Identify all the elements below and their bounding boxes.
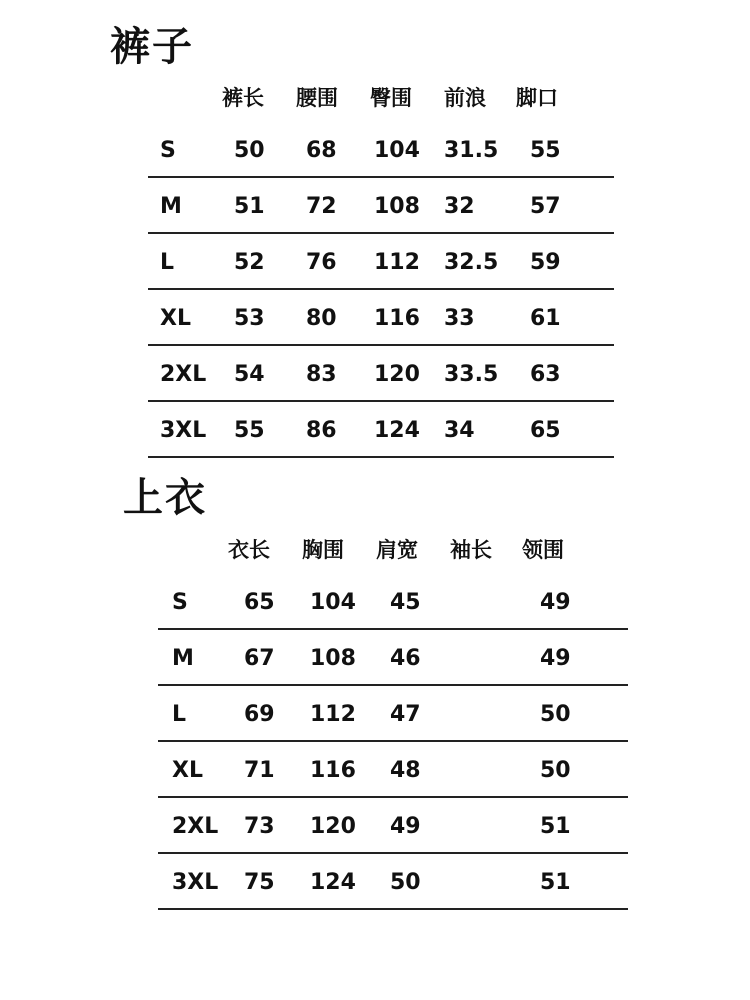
tops-size-label: M [172,646,194,671]
pants-value-cell: 83 [306,362,337,387]
pants-value-cell: 72 [306,194,337,219]
tops-size-label: 3XL [172,870,219,895]
pants-size-label: XL [160,306,191,331]
pants-value-cell: 57 [530,194,561,219]
pants-value-cell: 32 [444,194,475,219]
tops-value-cell: 116 [310,758,356,783]
pants-row-xl [148,290,614,346]
tops-header-shoulder: 肩宽 [376,538,418,562]
pants-value-cell: 33 [444,306,475,331]
pants-value-cell: 63 [530,362,561,387]
pants-value-cell: 54 [234,362,265,387]
pants-value-cell: 53 [234,306,265,331]
tops-value-cell: 50 [540,702,571,727]
pants-section-title: 裤子 [110,24,194,70]
tops-value-cell: 49 [540,590,571,615]
pants-value-cell: 112 [374,250,420,275]
tops-value-cell: 108 [310,646,356,671]
pants-value-cell: 65 [530,418,561,443]
pants-size-label: 3XL [160,418,207,443]
pants-value-cell: 51 [234,194,265,219]
pants-row-divider [148,456,614,458]
tops-value-cell: 48 [390,758,421,783]
tops-value-cell: 73 [244,814,275,839]
tops-row-divider [158,908,628,910]
tops-header-chest: 胸围 [302,538,344,562]
tops-value-cell: 65 [244,590,275,615]
tops-value-cell: 124 [310,870,356,895]
pants-value-cell: 116 [374,306,420,331]
pants-value-cell: 55 [234,418,265,443]
tops-value-cell: 104 [310,590,356,615]
tops-header-length: 衣长 [228,538,270,562]
pants-row-2xl [148,346,614,402]
tops-value-cell: 45 [390,590,421,615]
tops-row-3xl [158,854,628,910]
tops-row-2xl [158,798,628,854]
tops-value-cell: 51 [540,870,571,895]
pants-header-waist: 腰围 [296,86,338,110]
pants-row-l [148,234,614,290]
pants-header-hip: 臀围 [370,86,412,110]
pants-value-cell: 31.5 [444,138,499,163]
tops-value-cell: 71 [244,758,275,783]
tops-row-m [158,630,628,686]
tops-row-s [158,574,628,630]
pants-value-cell: 55 [530,138,561,163]
pants-value-cell: 33.5 [444,362,499,387]
pants-value-cell: 50 [234,138,265,163]
pants-header-length: 裤长 [222,86,264,110]
pants-value-cell: 59 [530,250,561,275]
tops-value-cell: 69 [244,702,275,727]
tops-value-cell: 50 [540,758,571,783]
pants-value-cell: 76 [306,250,337,275]
pants-value-cell: 120 [374,362,420,387]
tops-row-xl [158,742,628,798]
tops-value-cell: 67 [244,646,275,671]
pants-size-label: S [160,138,176,163]
tops-value-cell: 51 [540,814,571,839]
tops-value-cell: 120 [310,814,356,839]
pants-row-s [148,122,614,178]
tops-value-cell: 47 [390,702,421,727]
pants-value-cell: 61 [530,306,561,331]
pants-value-cell: 104 [374,138,420,163]
tops-row-l [158,686,628,742]
pants-size-label: 2XL [160,362,207,387]
tops-header-collar: 领围 [522,538,564,562]
tops-section-title: 上衣 [123,475,207,521]
pants-value-cell: 52 [234,250,265,275]
pants-row-m [148,178,614,234]
pants-value-cell: 34 [444,418,475,443]
pants-value-cell: 124 [374,418,420,443]
tops-value-cell: 75 [244,870,275,895]
tops-size-label: L [172,702,187,727]
tops-size-label: 2XL [172,814,219,839]
tops-value-cell: 46 [390,646,421,671]
tops-size-label: S [172,590,188,615]
pants-header-leg-opening: 脚口 [516,86,558,110]
tops-size-label: XL [172,758,203,783]
pants-header-front-rise: 前浪 [444,86,486,110]
pants-size-label: L [160,250,175,275]
pants-value-cell: 32.5 [444,250,499,275]
pants-value-cell: 68 [306,138,337,163]
pants-row-3xl [148,402,614,458]
pants-value-cell: 86 [306,418,337,443]
tops-value-cell: 112 [310,702,356,727]
tops-value-cell: 49 [540,646,571,671]
tops-value-cell: 50 [390,870,421,895]
tops-value-cell: 49 [390,814,421,839]
tops-header-sleeve: 袖长 [450,538,492,562]
pants-value-cell: 108 [374,194,420,219]
pants-value-cell: 80 [306,306,337,331]
pants-size-label: M [160,194,182,219]
